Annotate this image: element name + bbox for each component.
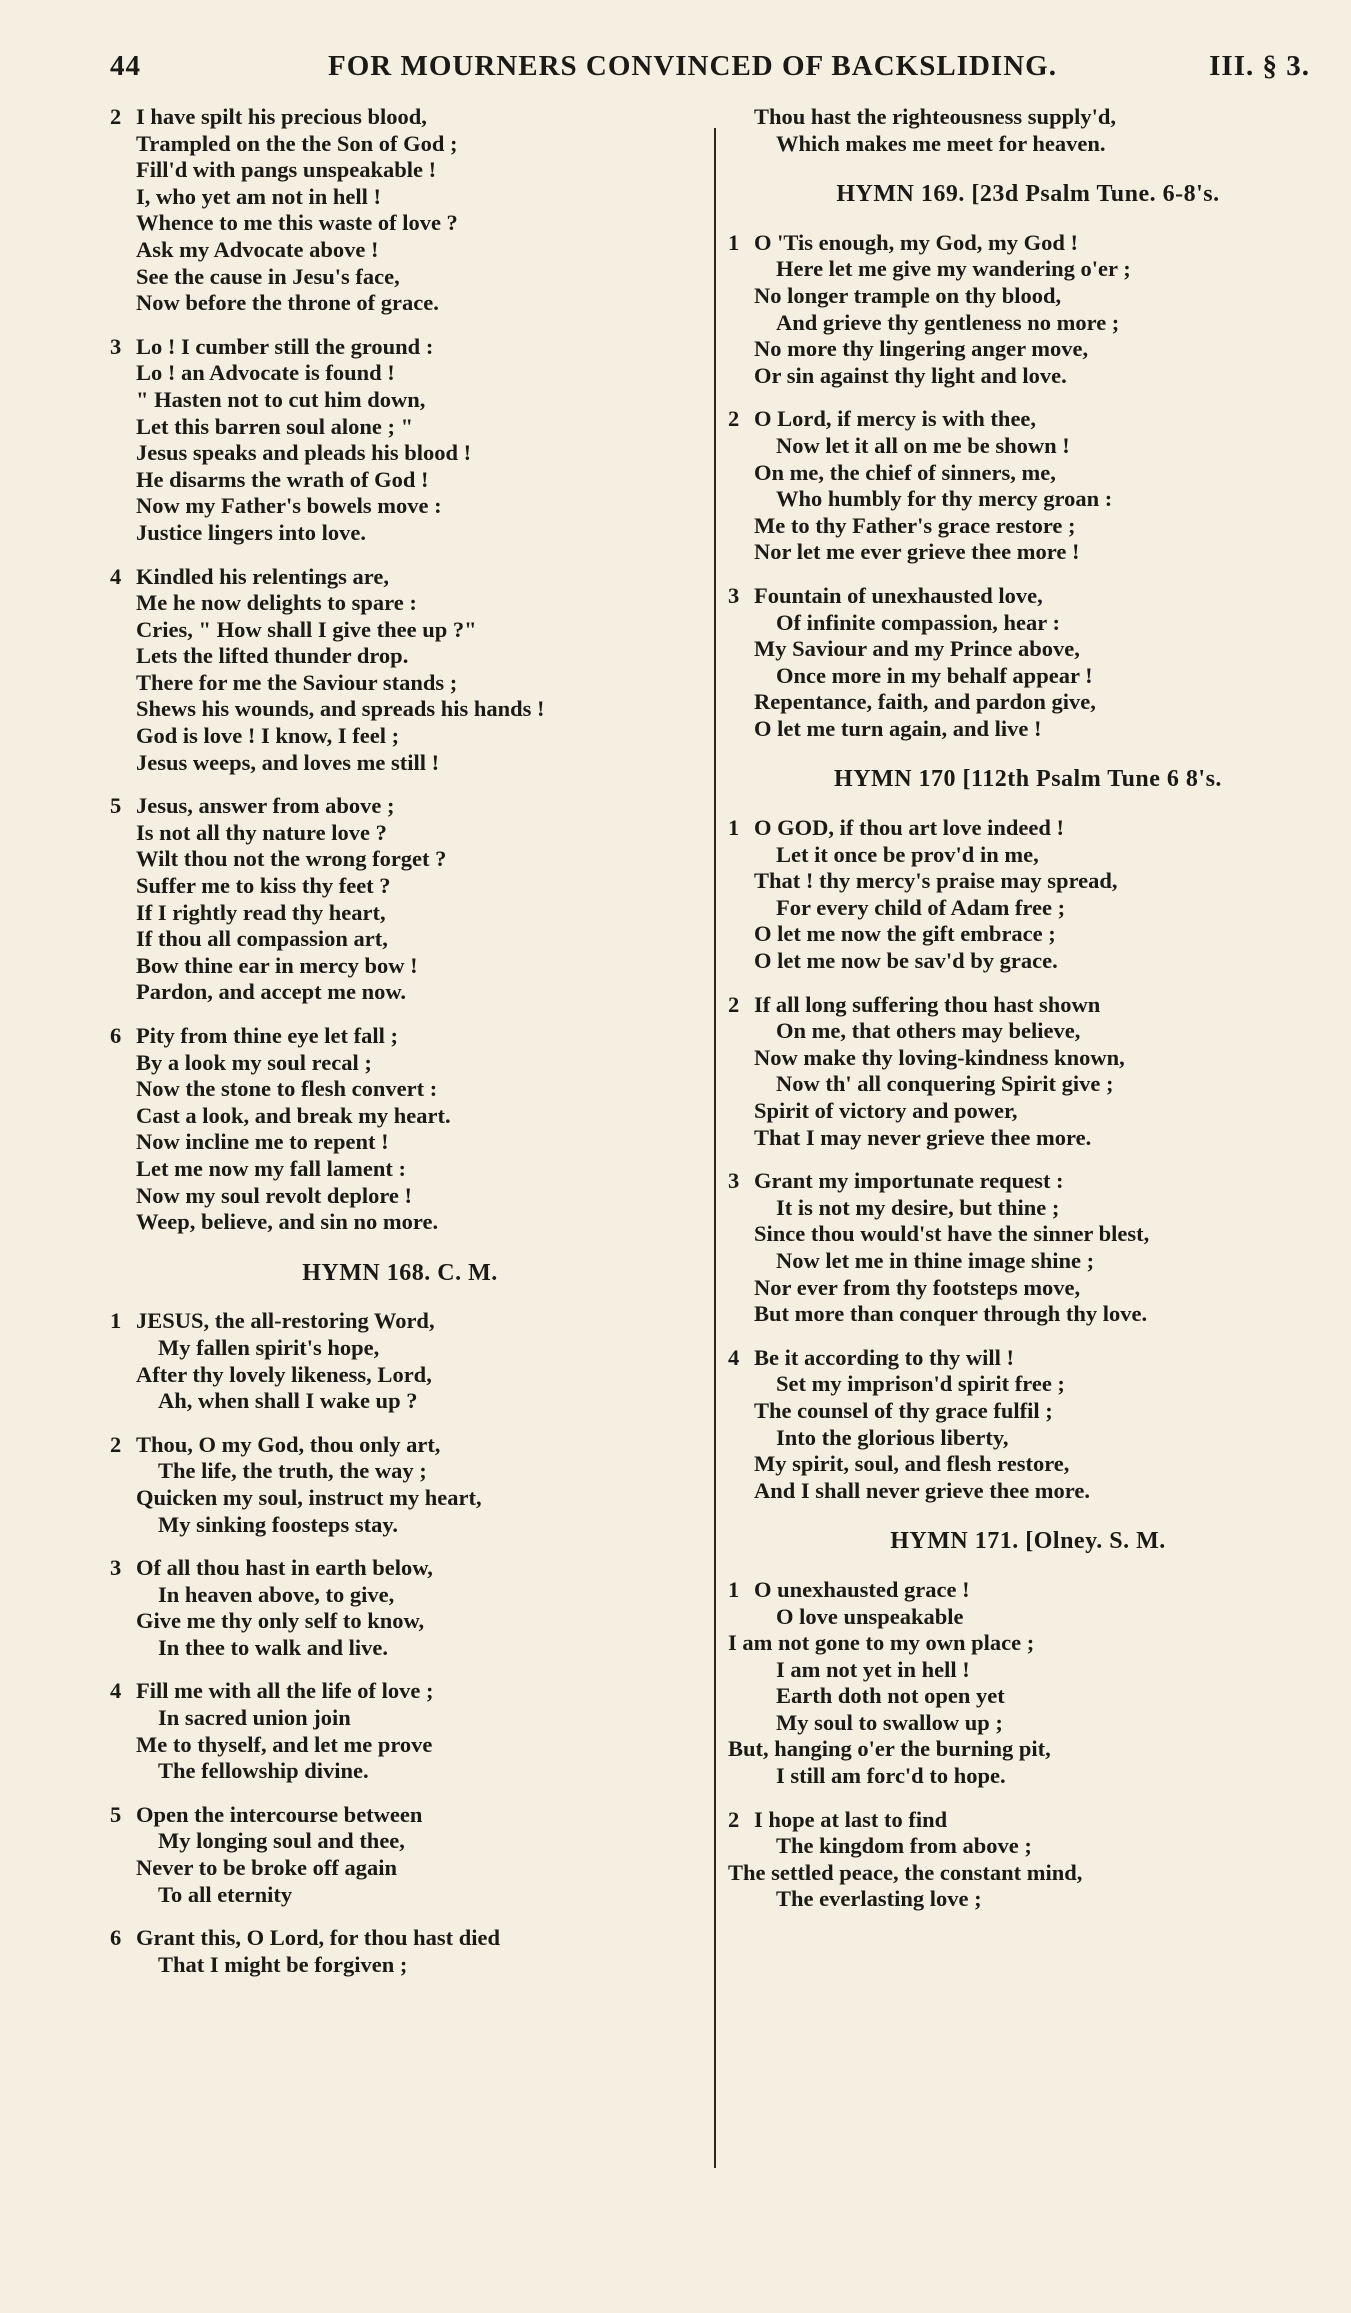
verse-line: I am not gone to my own place ;: [728, 1630, 1035, 1656]
verse-line: Grant this, O Lord, for thou hast died: [136, 1925, 501, 1951]
column-divider: [714, 128, 716, 2168]
stanza: [110, 793, 690, 1006]
verse-line: Who humbly for thy mercy groan :: [776, 486, 1113, 512]
hymn-170-title: HYMN 170 [112th Psalm Tune 6 8's.: [834, 766, 1222, 793]
verse-line: I am not yet in hell !: [776, 1656, 970, 1682]
stanza: [110, 1308, 690, 1414]
verse-line: I, who yet am not in hell !: [136, 183, 382, 209]
verse-line: God is love ! I know, I feel ;: [136, 723, 400, 749]
verse-line: Never to be broke off again: [136, 1855, 398, 1881]
stanza-number: 2: [728, 991, 740, 1017]
verse-line: Is not all thy nature love ?: [136, 819, 387, 845]
verse-line: Now make thy loving-kindness known,: [754, 1044, 1125, 1070]
verse-line: Fill me with all the life of love ;: [136, 1678, 434, 1704]
verse-line: Nor let me ever grieve thee more !: [754, 539, 1080, 565]
verse-line: The life, the truth, the way ;: [158, 1458, 427, 1484]
verse-line: I have spilt his precious blood,: [136, 104, 427, 129]
verse-line: Lets the lifted thunder drop.: [136, 643, 409, 669]
stanza: [728, 815, 1328, 975]
verse-line: O let me turn again, and live !: [754, 715, 1042, 741]
stanza: [110, 1432, 690, 1538]
verse-line: Earth doth not open yet: [776, 1683, 1005, 1709]
verse-line: Let me now my fall lament :: [136, 1155, 406, 1181]
stanza: [110, 1678, 690, 1784]
hymn-169-title: HYMN 169. [23d Psalm Tune. 6-8's.: [836, 181, 1220, 208]
running-title: FOR MOURNERS CONVINCED OF BACKSLIDING.: [328, 50, 1057, 82]
verse-line: Of infinite compassion, hear :: [776, 609, 1060, 635]
stanza-number: 5: [110, 1801, 122, 1827]
verse-line: My sinking foosteps stay.: [158, 1511, 399, 1537]
verse-line: Now my soul revolt deplore !: [136, 1182, 413, 1208]
verse-line: Cries, " How shall I give thee up ?": [136, 616, 477, 642]
verse-line: Lo ! I cumber still the ground :: [136, 333, 434, 359]
verse-line: O 'Tis enough, my God, my God !: [754, 229, 1079, 255]
section-mark: III. § 3.: [1209, 50, 1310, 82]
verse-line: Of all thou hast in earth below,: [136, 1555, 433, 1581]
page-number: 44: [110, 50, 141, 82]
verse-line: O Lord, if mercy is with thee,: [754, 406, 1037, 432]
verse-line: Shews his wounds, and spreads his hands !: [136, 696, 545, 722]
stanza-number: 2: [728, 1806, 740, 1832]
verse-line: Quicken my soul, instruct my heart,: [136, 1484, 482, 1510]
verse-line: For every child of Adam free ;: [776, 894, 1066, 920]
verse-line: Repentance, faith, and pardon give,: [754, 689, 1096, 715]
verse-line: Pity from thine eye let fall ;: [136, 1023, 399, 1048]
right-column: [728, 104, 1328, 1930]
verse-line: The everlasting love ;: [776, 1886, 982, 1912]
stanza: [728, 406, 1328, 566]
stanza-number: 2: [728, 406, 740, 432]
stanza-number: 4: [728, 1344, 740, 1370]
verse-line: If I rightly read thy heart,: [136, 899, 386, 925]
verse-line: Now before the throne of grace.: [136, 290, 439, 316]
verse-line: That ! thy mercy's praise may spread,: [754, 868, 1118, 894]
stanza-number: 3: [110, 1555, 122, 1581]
verse-line: Me he now delights to spare :: [136, 590, 417, 616]
verse-line: Now my Father's bowels move :: [136, 493, 442, 519]
verse-line: Which makes me meet for heaven.: [776, 130, 1106, 156]
verse-line: Jesus, answer from above ;: [136, 793, 395, 819]
verse-line: If all long suffering thou hast shown: [754, 991, 1101, 1017]
verse-line: The counsel of thy grace fulfil ;: [754, 1397, 1053, 1423]
verse-line: Into the glorious liberty,: [776, 1424, 1009, 1450]
stanza: [728, 1345, 1328, 1505]
verse-line: Whence to me this waste of love ?: [136, 210, 458, 236]
verse-line: No more thy lingering anger move,: [754, 336, 1089, 362]
verse-line: Thou, O my God, thou only art,: [136, 1431, 441, 1457]
verse-line: No longer trample on thy blood,: [754, 282, 1062, 308]
stanza-number: 4: [110, 563, 122, 589]
verse-line: Bow thine ear in mercy bow !: [136, 952, 418, 978]
stanza-number: 1: [728, 1576, 740, 1602]
verse-line: Nor ever from thy footsteps move,: [754, 1274, 1081, 1300]
verse-line: I still am forc'd to hope.: [776, 1763, 1006, 1789]
verse-line: After thy lovely likeness, Lord,: [136, 1361, 432, 1387]
page-header: [110, 50, 1310, 94]
verse-line: The fellowship divine.: [158, 1758, 369, 1784]
verse-line: " Hasten not to cut him down,: [136, 386, 426, 412]
verse-line: Set my imprison'd spirit free ;: [776, 1371, 1065, 1397]
verse-line: And I shall never grieve thee more.: [754, 1477, 1090, 1503]
stanza: [728, 583, 1328, 743]
verse-line: Trampled on the the Son of God ;: [136, 130, 458, 156]
verse-line: Fountain of unexhausted love,: [754, 582, 1043, 608]
verse-line: Ask my Advocate above !: [136, 236, 379, 262]
verse-line: Here let me give my wandering o'er ;: [776, 256, 1131, 282]
verse-line: In thee to walk and live.: [158, 1634, 389, 1660]
stanza: [728, 230, 1328, 390]
stanza-number: 2: [110, 104, 122, 129]
verse-line: Ah, when shall I wake up ?: [158, 1388, 418, 1414]
verse-line: O let me now the gift embrace ;: [754, 921, 1056, 947]
stanza: [728, 1168, 1328, 1328]
verse-line: On me, that others may believe,: [776, 1018, 1081, 1044]
stanza-number: 3: [728, 1168, 740, 1194]
stanza: [728, 1577, 1328, 1790]
verse-line: Or sin against thy light and love.: [754, 362, 1067, 388]
verse-line: Since thou would'st have the sinner blest,: [754, 1221, 1150, 1247]
verse-line: In sacred union join: [158, 1705, 351, 1731]
verse-line: Kindled his relentings are,: [136, 563, 389, 589]
stanza-number: 6: [110, 1023, 122, 1048]
verse-line: To all eternity: [158, 1881, 293, 1907]
stanza-number: 1: [728, 229, 740, 255]
verse-line: Jesus weeps, and loves me still !: [136, 749, 440, 775]
verse-line: Justice lingers into love.: [136, 519, 366, 545]
verse-line: O unexhausted grace !: [754, 1576, 970, 1602]
verse-line: Suffer me to kiss thy feet ?: [136, 873, 391, 899]
stanza: [110, 334, 690, 547]
verse-line: There for me the Saviour stands ;: [136, 669, 458, 695]
verse-line: On me, the chief of sinners, me,: [754, 459, 1056, 485]
verse-line: Jesus speaks and pleads his blood !: [136, 440, 472, 466]
verse-line: Cast a look, and break my heart.: [136, 1102, 451, 1128]
stanza-number: 6: [110, 1925, 122, 1951]
verse-line: Now the stone to flesh convert :: [136, 1076, 438, 1102]
stanza-number: 2: [110, 1431, 122, 1457]
stanza: [110, 564, 690, 777]
stanza: [110, 104, 690, 317]
verse-line: Thou hast the righteousness supply'd,: [754, 104, 1116, 129]
stanza: [110, 1555, 690, 1661]
verse-line: Me to thy Father's grace restore ;: [754, 512, 1076, 538]
verse-line: Spirit of victory and power,: [754, 1098, 1018, 1123]
verse-line: Now th' all conquering Spirit give ;: [776, 1071, 1114, 1097]
verse-line: He disarms the wrath of God !: [136, 466, 429, 492]
verse-line: Fill'd with pangs unspeakable !: [136, 157, 437, 183]
stanza: [110, 1925, 690, 1978]
verse-line: That I may never grieve thee more.: [754, 1124, 1092, 1150]
verse-line: If thou all compassion art,: [136, 926, 388, 952]
stanza-number: 1: [110, 1308, 122, 1334]
verse-line: The kingdom from above ;: [776, 1833, 1032, 1859]
verse-line: My spirit, soul, and flesh restore,: [754, 1451, 1070, 1477]
stanza: [110, 1023, 690, 1236]
stanza-number: 4: [110, 1678, 122, 1704]
stanza-number: 3: [728, 582, 740, 608]
verse-line: Lo ! an Advocate is found !: [136, 360, 395, 386]
verse-line: I hope at last to find: [754, 1806, 948, 1832]
verse-line: That I might be forgiven ;: [158, 1951, 408, 1977]
verse-line: O GOD, if thou art love indeed !: [754, 815, 1064, 841]
verse-line: O let me now be sav'd by grace.: [754, 948, 1058, 974]
verse-line: Let it once be prov'd in me,: [776, 841, 1039, 867]
hymn-168-title: HYMN 168. C. M.: [302, 1259, 498, 1286]
verse-line: My Saviour and my Prince above,: [754, 636, 1080, 662]
stanza: [728, 1807, 1328, 1913]
verse-line: Be it according to thy will !: [754, 1344, 1014, 1370]
hymn-171-title: HYMN 171. [Olney. S. M.: [890, 1528, 1166, 1555]
verse-line: And grieve thy gentleness no more ;: [776, 309, 1120, 335]
verse-line: Open the intercourse between: [136, 1801, 423, 1827]
verse-line: Give me thy only self to know,: [136, 1608, 425, 1634]
verse-line: Now let me in thine image shine ;: [776, 1247, 1095, 1273]
verse-line: Let this barren soul alone ; ": [136, 413, 414, 439]
verse-line: Pardon, and accept me now.: [136, 979, 406, 1005]
verse-line: My fallen spirit's hope,: [158, 1334, 380, 1360]
verse-line: Weep, believe, and sin no more.: [136, 1209, 439, 1235]
verse-line: The settled peace, the constant mind,: [728, 1859, 1083, 1885]
stanza: [110, 1802, 690, 1908]
stanza-number: 1: [728, 815, 740, 841]
stanza: [728, 992, 1328, 1152]
verse-line: See the cause in Jesu's face,: [136, 263, 400, 289]
verse-line: In heaven above, to give,: [158, 1581, 395, 1607]
verse-line: My longing soul and thee,: [158, 1828, 405, 1854]
verse-line: By a look my soul recal ;: [136, 1049, 372, 1075]
verse-line: Me to thyself, and let me prove: [136, 1731, 433, 1757]
verse-line: Now incline me to repent !: [136, 1129, 389, 1155]
stanza: [728, 104, 1328, 157]
verse-line: Once more in my behalf appear !: [776, 662, 1093, 688]
verse-line: Wilt thou not the wrong forget ?: [136, 846, 447, 872]
verse-line: Now let it all on me be shown !: [776, 432, 1070, 458]
verse-line: Grant my importunate request :: [754, 1168, 1064, 1194]
verse-line: O love unspeakable: [776, 1603, 964, 1629]
stanza-number: 5: [110, 793, 122, 819]
verse-line: It is not my desire, but thine ;: [776, 1194, 1060, 1220]
verse-line: My soul to swallow up ;: [776, 1709, 1003, 1735]
left-column: [110, 104, 690, 1995]
stanza-number: 3: [110, 333, 122, 359]
verse-line: JESUS, the all-restoring Word,: [136, 1308, 435, 1334]
verse-line: But more than conquer through thy love.: [754, 1301, 1148, 1327]
verse-line: But, hanging o'er the burning pit,: [728, 1736, 1051, 1762]
